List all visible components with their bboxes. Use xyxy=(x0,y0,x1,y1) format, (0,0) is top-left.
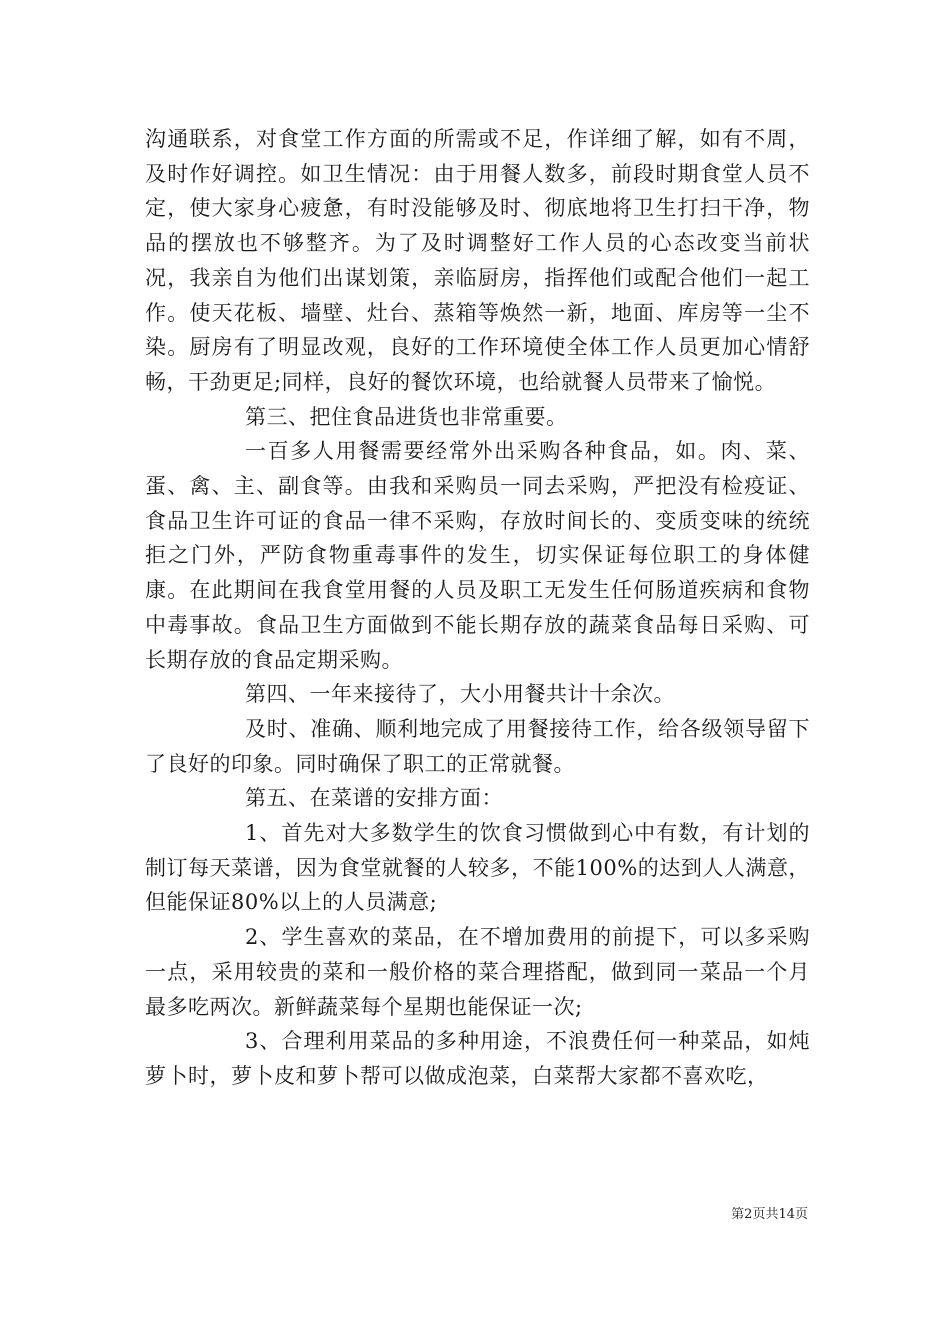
document-body xyxy=(145,122,810,1094)
section-heading-fourth: 第四、一年来接待了，大小用餐共计十余次。 xyxy=(245,682,675,707)
list-item-3: 3、合理利用菜品的多种用途，不浪费任何一种菜品，如炖萝卜时，萝卜皮和萝卜帮可以做成泡菜，白菜帮大家都不喜欢吃， xyxy=(145,1029,810,1088)
section-heading-fifth: 第五、在菜谱的安排方面： xyxy=(245,786,503,811)
page-number-footer: 第2页共14页 xyxy=(731,1207,808,1222)
list-item-2: 2、学生喜欢的菜品，在不增加费用的前提下，可以多采购一点，采用较贵的菜和一般价格的菜合理搭配，做到同一菜品一个月最多吃两次。新鲜蔬菜每个星期也能保证一次; xyxy=(145,925,810,1019)
paragraph-food-purchasing: 一百多人用餐需要经常外出采购各种食品，如。肉、菜、蛋、禽、主、副食等。由我和采购员一同去采购，严把没有检疫证、食品卫生许可证的食品一律不采购，存放时间长的、变质变味的统统拒之门外，严防食物重毒事件的发生，切实保证每位职工的身体健康。在此期间在我食堂用餐的人员及职工无发生任何肠道疾病和食物中毒事故。食品卫生方面做到不能长期存放的蔬菜食品每日采购、可长期存放的食品定期采购。 xyxy=(145,439,810,672)
paragraph-reception: 及时、准确、顺利地完成了用餐接待工作，给各级领导留下了良好的印象。同时确保了职工的正常就餐。 xyxy=(145,716,810,776)
paragraph-continuation: 沟通联系，对食堂工作方面的所需或不足，作详细了解，如有不周，及时作好调控。如卫生情况：由于用餐人数多，前段时期食堂人员不定，使大家身心疲惫，有时没能够及时、彻底地将卫生打扫干净，物品的摆放也不够整齐。为了及时调整好工作人员的心态改变当前状况，我亲自为他们出谋划策，亲临厨房，指挥他们或配合他们一起工作。使天花板、墙壁、灶台、蒸箱等焕然一新，地面、库房等一尘不染。厨房有了明显改观，良好的工作环境使全体工作人员更加心情舒畅，干劲更足;同样，良好的餐饮环境，也给就餐人员带来了愉悦。 xyxy=(145,127,810,394)
section-heading-third: 第三、把住食品进货也非常重要。 xyxy=(245,404,568,429)
list-item-1: 1、首先对大多数学生的饮食习惯做到心中有数，有计划的制订每天菜谱，因为食堂就餐的人较多，不能100%的达到人人满意，但能保证80%以上的人员满意; xyxy=(145,821,810,915)
